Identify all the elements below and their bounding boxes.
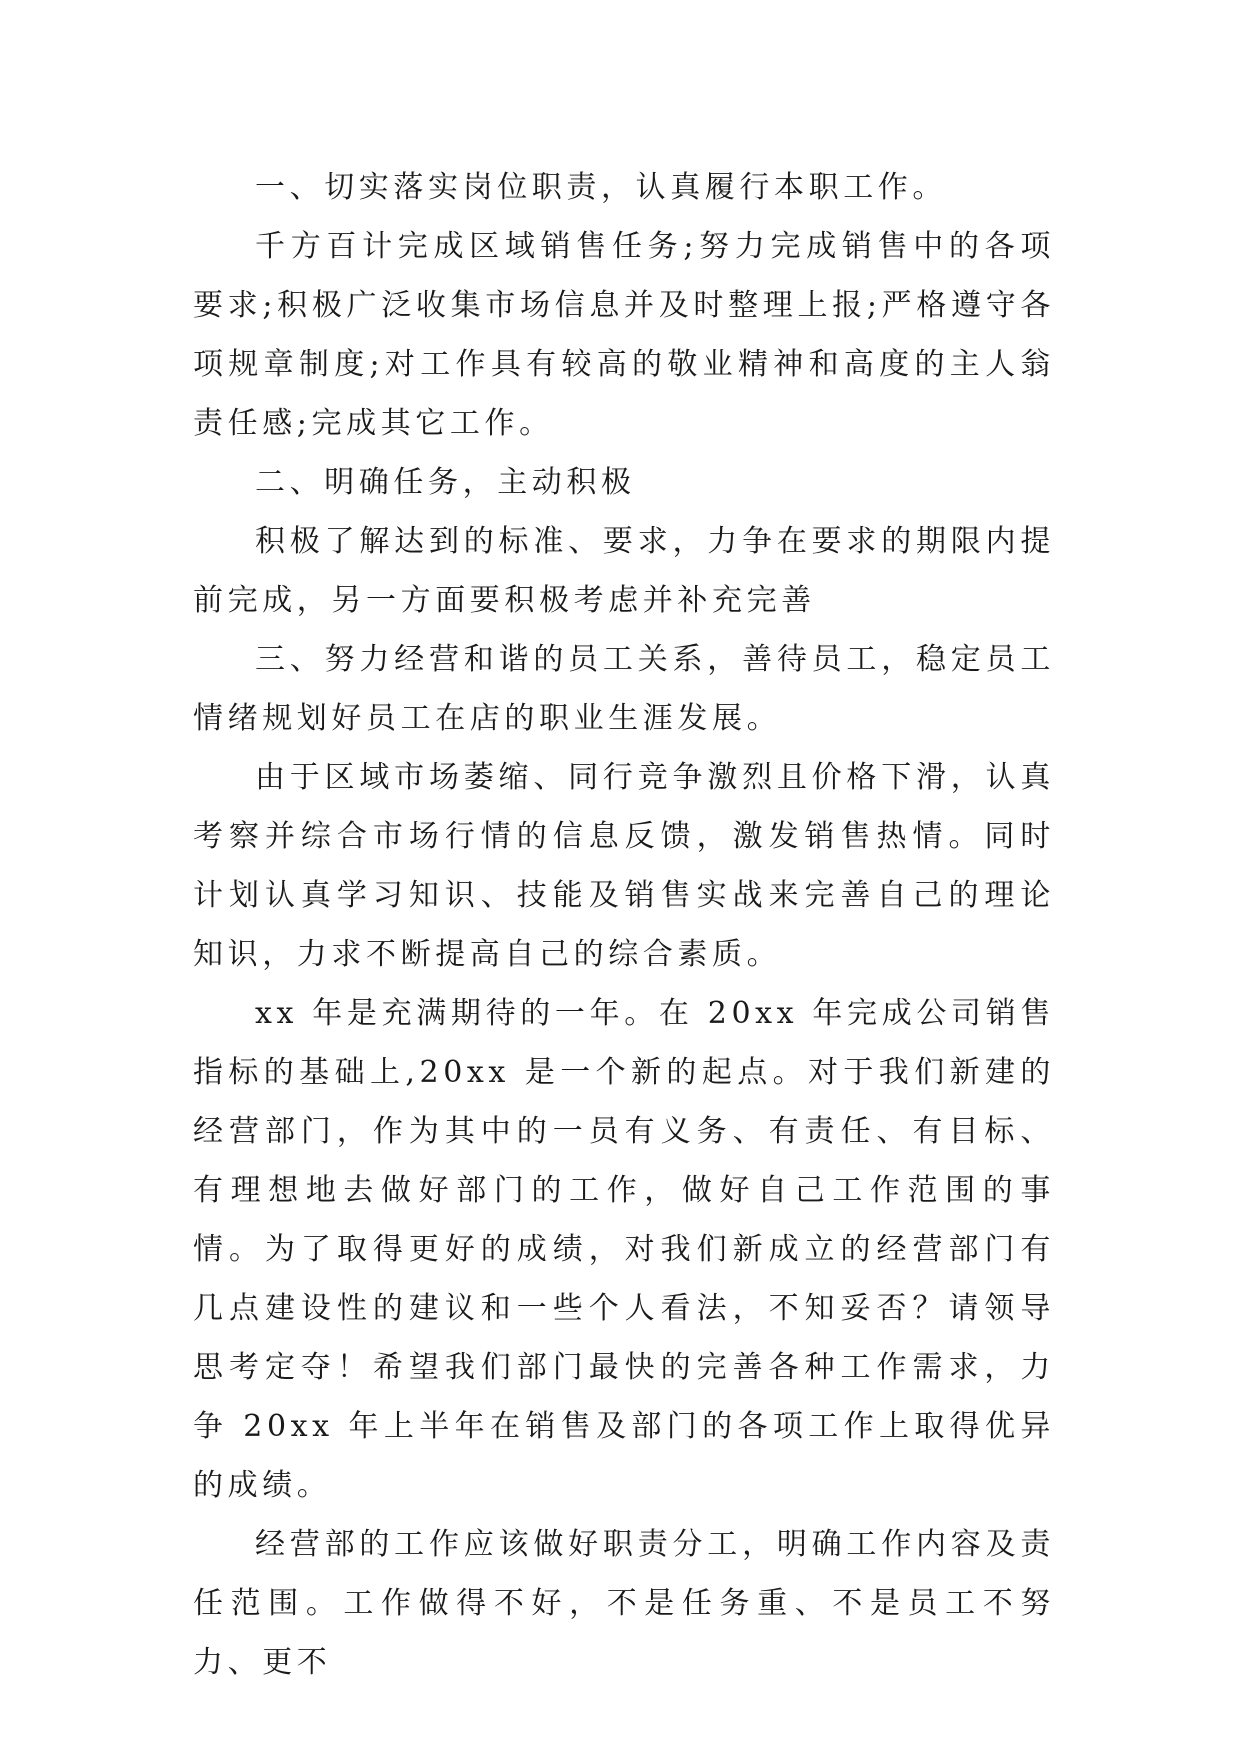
paragraph-market: 由于区域市场萎缩、同行竞争激烈且价格下滑，认真考察并综合市场行情的信息反馈，激发销售热情。同时计划认真学习知识、技能及销售实战来完善自己的理论知识，力求不断提高自己的综合素质。 (193, 760, 1055, 972)
paragraph-year-plan: xx 年是充满期待的一年。在 20xx 年完成公司销售指标的基础上,20xx 是一个新的起点。对于我们新建的经营部门，作为其中的一员有义务、有责任、有目标、有理想地去做好部门的工作，做好自己工作范围的事情。为了取得更好的成绩，对我们新成立的经营部门有几点建设性的建议和一些个人看法，不知妥否？请领导思考定夺！希望我们部门最快的完善各种工作需求，力争 20xx 年上半年在销售及部门的各项工作上取得优异的成绩。 (193, 996, 1055, 1503)
paragraph-duties: 千方百计完成区域销售任务;努力完成销售中的各项要求;积极广泛收集市场信息并及时整理上报;严格遵守各项规章制度;对工作具有较高的敬业精神和高度的主人翁责任感;完成其它工作。 (193, 229, 1055, 441)
document-body (193, 158, 1055, 1692)
heading-section-one: 一、切实落实岗位职责，认真履行本职工作。 (255, 170, 947, 205)
paragraph-section-three: 三、努力经营和谐的员工关系，善待员工，稳定员工情绪规划好员工在店的职业生涯发展。 (193, 642, 1055, 736)
paragraph-department-work: 经营部的工作应该做好职责分工，明确工作内容及责任范围。工作做得不好，不是任务重、不是员工不努力、更不 (193, 1527, 1055, 1680)
paragraph-standards: 积极了解达到的标准、要求，力争在要求的期限内提前完成，另一方面要积极考虑并补充完善 (193, 524, 1055, 618)
heading-section-two: 二、明确任务，主动积极 (255, 465, 636, 500)
